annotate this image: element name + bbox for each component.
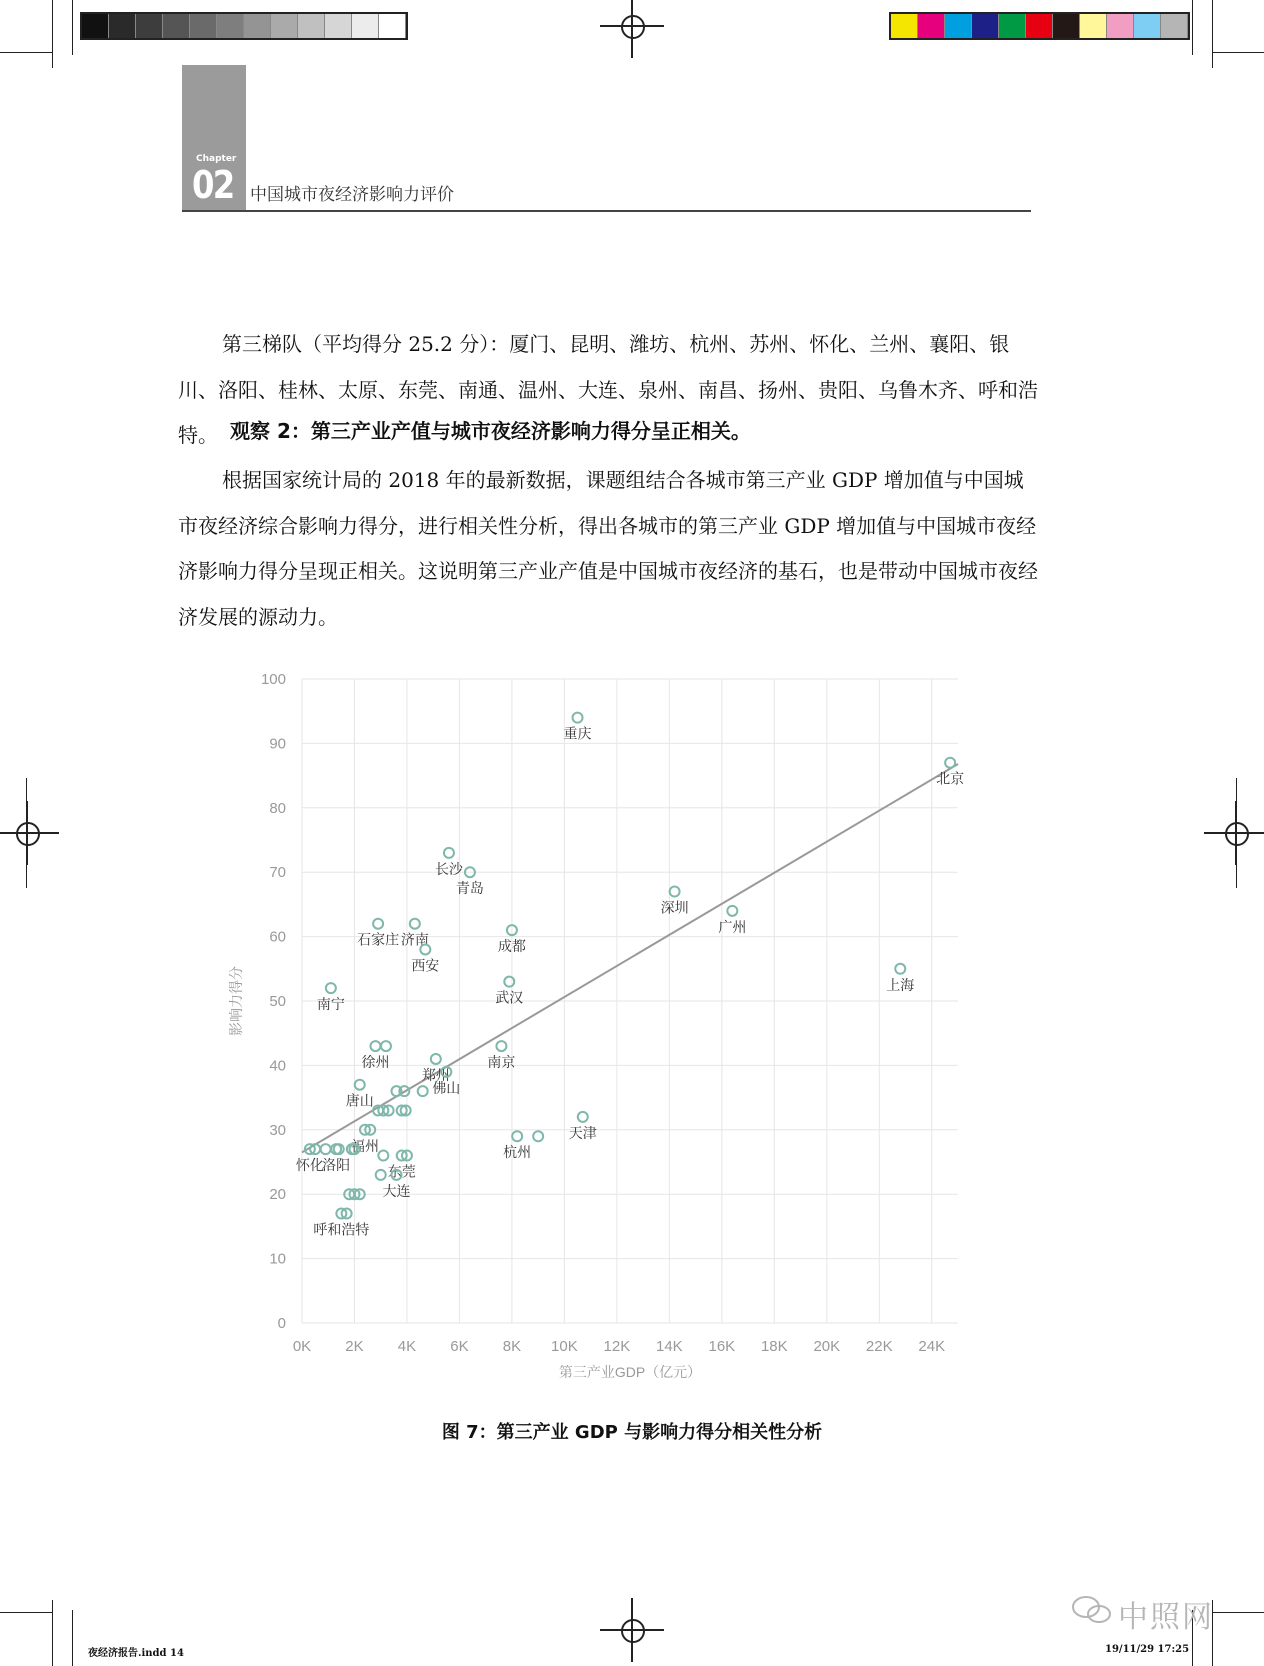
point-label: 重庆 bbox=[563, 726, 592, 743]
point-label: 上海 bbox=[886, 977, 915, 994]
x-tick-label: 24K bbox=[918, 1338, 946, 1355]
data-point bbox=[410, 919, 420, 929]
x-tick-label: 12K bbox=[603, 1338, 631, 1355]
x-tick-label: 16K bbox=[708, 1338, 736, 1355]
chapter-word: Chapter bbox=[196, 154, 237, 164]
x-tick-label: 14K bbox=[656, 1338, 683, 1355]
data-point bbox=[727, 906, 737, 916]
point-label: 青岛 bbox=[455, 881, 484, 898]
figure-caption: 图 7：第三产业 GDP 与影响力得分相关性分析 bbox=[441, 1422, 823, 1443]
y-tick-label: 10 bbox=[269, 1250, 286, 1268]
data-point bbox=[326, 983, 336, 993]
point-label: 广州 bbox=[718, 919, 747, 936]
observation-heading: 观察 2：第三产业产值与城市夜经济影响力得分呈正相关。 bbox=[230, 419, 751, 443]
point-label: 东莞 bbox=[387, 1164, 416, 1181]
point-label: 武汉 bbox=[495, 990, 524, 1007]
point-label: 天津 bbox=[568, 1125, 597, 1142]
point-label: 长沙 bbox=[434, 861, 463, 878]
point-label: 南京 bbox=[487, 1055, 516, 1072]
data-point bbox=[373, 919, 383, 929]
point-label: 唐山 bbox=[345, 1093, 374, 1110]
data-point bbox=[378, 1151, 388, 1161]
data-point bbox=[533, 1131, 543, 1141]
x-tick-label: 2K bbox=[345, 1338, 364, 1355]
point-label: 济南 bbox=[400, 932, 429, 949]
x-tick-label: 18K bbox=[760, 1338, 788, 1355]
x-tick-label: 6K bbox=[450, 1338, 469, 1355]
x-tick-label: 10K bbox=[551, 1338, 578, 1355]
y-tick-label: 30 bbox=[269, 1121, 286, 1139]
data-point bbox=[321, 1144, 331, 1154]
y-tick-label: 60 bbox=[269, 928, 286, 946]
data-point bbox=[381, 1041, 391, 1051]
point-label: 大连 bbox=[382, 1183, 411, 1200]
point-label: 西安 bbox=[411, 958, 440, 975]
data-point bbox=[670, 887, 680, 897]
point-label: 南宁 bbox=[316, 997, 345, 1014]
point-label: 成都 bbox=[497, 939, 526, 956]
data-point bbox=[431, 1054, 441, 1064]
point-label: 福州 bbox=[350, 1138, 379, 1155]
data-point bbox=[512, 1131, 522, 1141]
data-point bbox=[496, 1041, 506, 1051]
data-point bbox=[376, 1170, 386, 1180]
y-tick-label: 100 bbox=[260, 671, 286, 688]
y-tick-label: 50 bbox=[269, 993, 286, 1010]
point-label: 杭州 bbox=[503, 1145, 532, 1162]
data-point bbox=[573, 713, 583, 723]
data-point bbox=[504, 977, 514, 987]
x-tick-label: 8K bbox=[502, 1338, 522, 1355]
y-tick-label: 90 bbox=[269, 735, 286, 753]
y-tick-label: 70 bbox=[269, 864, 286, 882]
point-label: 石家庄 bbox=[357, 932, 400, 949]
x-tick-label: 22K bbox=[865, 1338, 893, 1355]
point-label: 北京 bbox=[936, 771, 965, 788]
data-point bbox=[945, 758, 955, 768]
y-tick-label: 80 bbox=[269, 799, 286, 817]
data-point bbox=[370, 1041, 380, 1051]
point-label: 深圳 bbox=[660, 900, 689, 917]
x-tick-label: 0K bbox=[292, 1338, 312, 1355]
y-tick-label: 0 bbox=[277, 1315, 286, 1332]
data-point bbox=[355, 1080, 365, 1090]
point-label: 郑州 bbox=[421, 1067, 450, 1084]
point-label: 佛山 bbox=[432, 1080, 461, 1097]
data-point bbox=[418, 1086, 428, 1096]
watermark: 中照网 bbox=[1118, 1600, 1214, 1635]
point-label: 徐州 bbox=[361, 1055, 390, 1072]
point-label: 怀化 bbox=[295, 1158, 324, 1175]
paragraph-tier3: 第三梯队（平均得分 25.2 分）：厦门、昆明、潍坊、杭州、苏州、怀化、兰州、襄阳、银川、洛阳、桂林、太原、东莞、南通、温州、大连、泉州、南昌、扬州、贵阳、乌鲁木齐、呼和浩特。 bbox=[178, 332, 1038, 447]
paragraph-analysis: 根据国家统计局的 2018 年的最新数据，课题组结合各城市第三产业 GDP 增加值与中国城市夜经济综合影响力得分，进行相关性分析，得出各城市的第三产业 GDP 增加值与中国城市夜经济影响力得分呈现正相关。这说明第三产业产值是中国城市夜经济的基石，也是带动中国城市夜经济发展的源动力。 bbox=[178, 468, 1038, 629]
wechat-icon bbox=[1070, 1593, 1114, 1627]
chapter-number: 02 bbox=[192, 163, 234, 207]
point-label: 洛阳 bbox=[322, 1158, 351, 1175]
x-tick-label: 4K bbox=[397, 1338, 417, 1355]
data-point bbox=[578, 1112, 588, 1122]
y-tick-label: 40 bbox=[269, 1057, 286, 1075]
chapter-title: 中国城市夜经济影响力评价 bbox=[250, 185, 454, 205]
x-axis-title: 第三产业GDP（亿元） bbox=[558, 1364, 702, 1380]
data-point bbox=[895, 964, 905, 974]
data-point bbox=[444, 848, 454, 858]
y-tick-label: 20 bbox=[269, 1186, 286, 1204]
y-axis-title: 影响力得分 bbox=[228, 966, 244, 1036]
footer-filename: 夜经济报告.indd 14 bbox=[88, 1648, 184, 1659]
footer-date: 19/11/29 17:25 bbox=[1105, 1644, 1190, 1655]
x-tick-label: 20K bbox=[813, 1338, 841, 1355]
point-label: 呼和浩特 bbox=[313, 1222, 370, 1239]
